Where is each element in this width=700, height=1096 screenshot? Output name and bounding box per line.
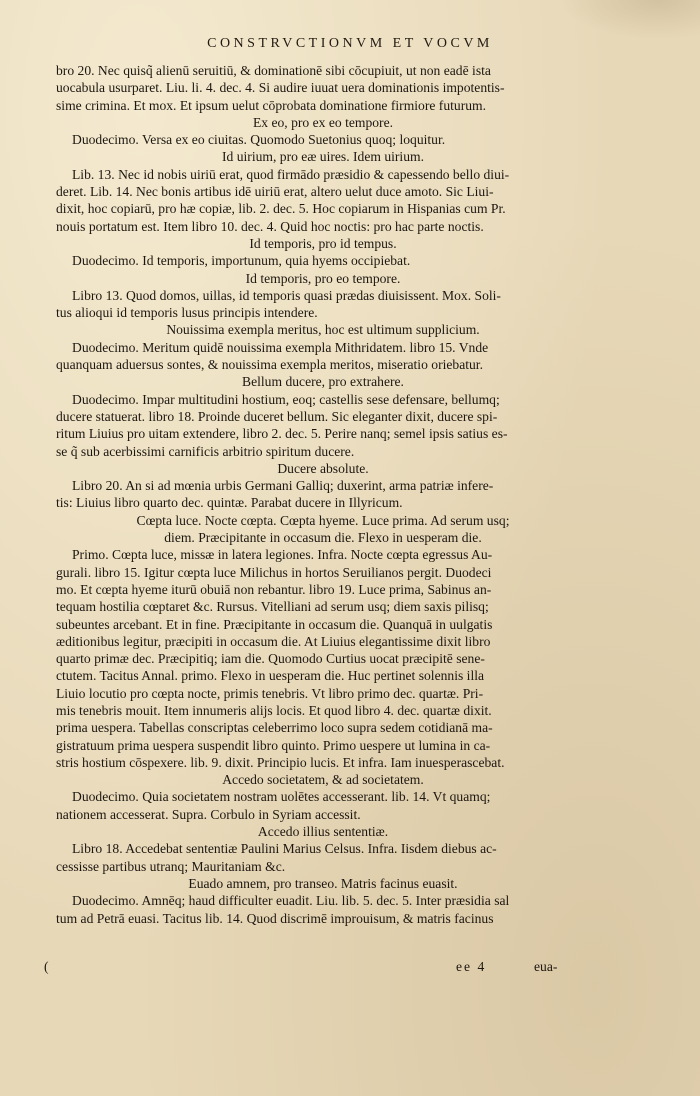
text-line: nationem accesserat. Supra. Corbulo in Syriam accessit. <box>56 806 361 822</box>
catchword: eua- <box>534 959 558 974</box>
section-heading-line: Id uirium, pro eæ uires. Idem uirium. <box>222 149 424 165</box>
text-line: Lib. 13. Nec id nobis uiriū erat, quod firmādo præsidio & capessendo bello diui- <box>72 166 510 182</box>
text-line: cessisse partibus utranq; Mauritaniam &c. <box>56 858 286 874</box>
section-heading-line: diem. Præcipitante in occasum die. Flexo in uesperam die. <box>164 530 482 546</box>
text-line: tum ad Petrā euasi. Tacitus lib. 14. Quod discrimē improuisum, & matris facinus <box>56 910 494 926</box>
text-line: Libro 20. An si ad mœnia urbis Germani Galliq; duxerint, arma patriæ infere- <box>72 478 494 494</box>
text-line: uocabula usurparet. Liu. li. 4. dec. 4. Si audire iuuat uera dominationis impotentis- <box>56 80 505 96</box>
text-line: tequam hostilia cœptaret &c. Rursus. Vitelliani ad serum usq; diem saxis pilisq; <box>56 599 489 615</box>
text-line: bro 20. Nec quisq̃ alienū seruitiū, & dominationē sibi cōcupiuit, ut non eadē ista <box>56 63 491 78</box>
text-line: æditionibus legitur, præcipiti in occasum die. At Liuius elegantissime dixit libro <box>56 633 491 649</box>
footer-line <box>44 958 590 976</box>
section-heading-line: Bellum ducere, pro extrahere. <box>242 374 404 390</box>
text-line: Duodecimo. Impar multitudini hostium, eoq; castellis sese defensare, bellumq; <box>72 391 500 407</box>
section-heading-line: Cœpta luce. Nocte cœpta. Cœpta hyeme. Luce prima. Ad serum usq; <box>136 512 510 528</box>
text-line: prima uespera. Tabellas conscriptas celeberrimo loco supra sedem cotidianā ma- <box>56 720 493 736</box>
text-line: dixit, hoc copiarū, pro hæ copiæ, lib. 2. dec. 5. Hoc copiarum in Hispanias cum Pr. <box>56 201 506 217</box>
text-line: gurali. libro 15. Igitur cœpta luce Milichus in hortos Seruilianos pergit. Duodeci <box>56 564 492 580</box>
text-line: subeuntes arcebant. Et in fine. Præcipitante in occasum die. Quanquā in uulgatis <box>56 616 493 632</box>
section-heading-line: Ex eo, pro ex eo tempore. <box>252 114 394 130</box>
text-line: stris hostium cōspexere. lib. 9. dixit. Principio lucis. Et infra. Iam inuesperascebat. <box>56 754 505 770</box>
text-line: sime crimina. Et mox. Et ipsum uelut cōprobata dominatione firmiore futurum. <box>56 97 486 113</box>
section-heading-line: Id temporis, pro id tempus. <box>249 235 397 251</box>
section-heading-line: Ducere absolute. <box>277 460 369 476</box>
section-heading-line: Nouissima exempla meritus, hoc est ultimum supplicium. <box>166 322 480 338</box>
text-line: Libro 18. Accedebat sententiæ Paulini Marius Celsus. Infra. Iisdem diebus ac- <box>72 841 497 857</box>
section-heading-line: Accedo illius sententiæ. <box>257 824 389 840</box>
running-title: CONSTRVCTIONVM ET VOCVM <box>207 36 493 51</box>
text-line: tis: Liuius libro quarto dec. quintæ. Parabat ducere in Illyricum. <box>56 495 403 511</box>
text-line: Liuio locutio pro cœpta nocte, primis tenebris. Vt libro primo dec. quartæ. Pri- <box>56 685 484 701</box>
text-line: Duodecimo. Amnēq; haud difficulter euadit. Liu. lib. 5. dec. 5. Inter præsidia sal <box>72 893 510 909</box>
text-line: Libro 13. Quod domos, uillas, id temporis quasi prædas diuisissent. Mox. Soli- <box>72 287 501 303</box>
text-line: nouis portatum est. Item libro 10. dec. 4. Quid hoc noctis: pro hac parte noctis. <box>56 218 484 234</box>
text-line: quanquam aduersus sontes, & nouissima exempla meritos, miseratio oriebatur. <box>56 357 483 373</box>
text-line: Duodecimo. Quia societatem nostram uolētes accesserant. lib. 14. Vt quamq; <box>72 789 491 805</box>
paper-stain <box>560 0 700 40</box>
text-line: ducere statuerat. libro 18. Proinde duceret bellum. Sic eleganter dixit, ducere spi- <box>56 408 498 424</box>
text-line: mo. Et cœpta hyeme iturū obuiā non rebantur. libro 19. Luce prima, Sabinus an- <box>56 581 492 597</box>
text-line: Duodecimo. Meritum quidē nouissima exempla Mithridatem. libro 15. Vnde <box>72 339 489 355</box>
text-line: tus alioqui id temporis lusus principis intendere. <box>56 305 318 321</box>
text-line: Duodecimo. Versa ex eo ciuitas. Quomodo Suetonius quoq; loquitur. <box>72 132 446 148</box>
text-line: ctutem. Tacitus Annal. primo. Flexo in uesperam die. Huc pertinet solennis illa <box>56 668 485 684</box>
text-line: gistratuum prima uespera suspendit libro quinto. Primo uespere ut lumina in ca- <box>56 737 491 753</box>
text-line: se q̃ sub acerbissimi carnificis arbitrio spiritum ducere. <box>56 443 355 459</box>
text-line: quarto primæ dec. Præcipitiq; iam die. Quomodo Curtius uocat præcipitē sene- <box>56 651 485 667</box>
section-heading-line: Id temporis, pro eo tempore. <box>245 270 401 286</box>
text-line: mis tenebris mouit. Item innumeris alijs locis. Et quod libro 4. dec. quartæ dixit. <box>56 702 492 718</box>
text-line: Duodecimo. Id temporis, importunum, quia hyems occipiebat. <box>72 253 411 269</box>
text-line: ritum Liuius pro uitam extendere, libro 2. dec. 5. Perire nanq; semel ipsis satius es- <box>56 426 508 442</box>
section-heading-line: Accedo societatem, & ad societatem. <box>222 772 424 788</box>
body-text <box>56 62 590 927</box>
text-line: deret. Lib. 14. Nec bonis artibus idē uiriū erat, altero uelut duce amoto. Sic Liui- <box>56 184 494 200</box>
text-line: Primo. Cœpta luce, missæ in latera legiones. Infra. Nocte cœpta egressus Au- <box>72 547 493 563</box>
footer-bracket: ( <box>44 959 49 974</box>
section-heading-line: Euado amnem, pro transeo. Matris facinus euasit. <box>188 875 458 891</box>
signature-mark: ee 4 <box>456 959 487 974</box>
